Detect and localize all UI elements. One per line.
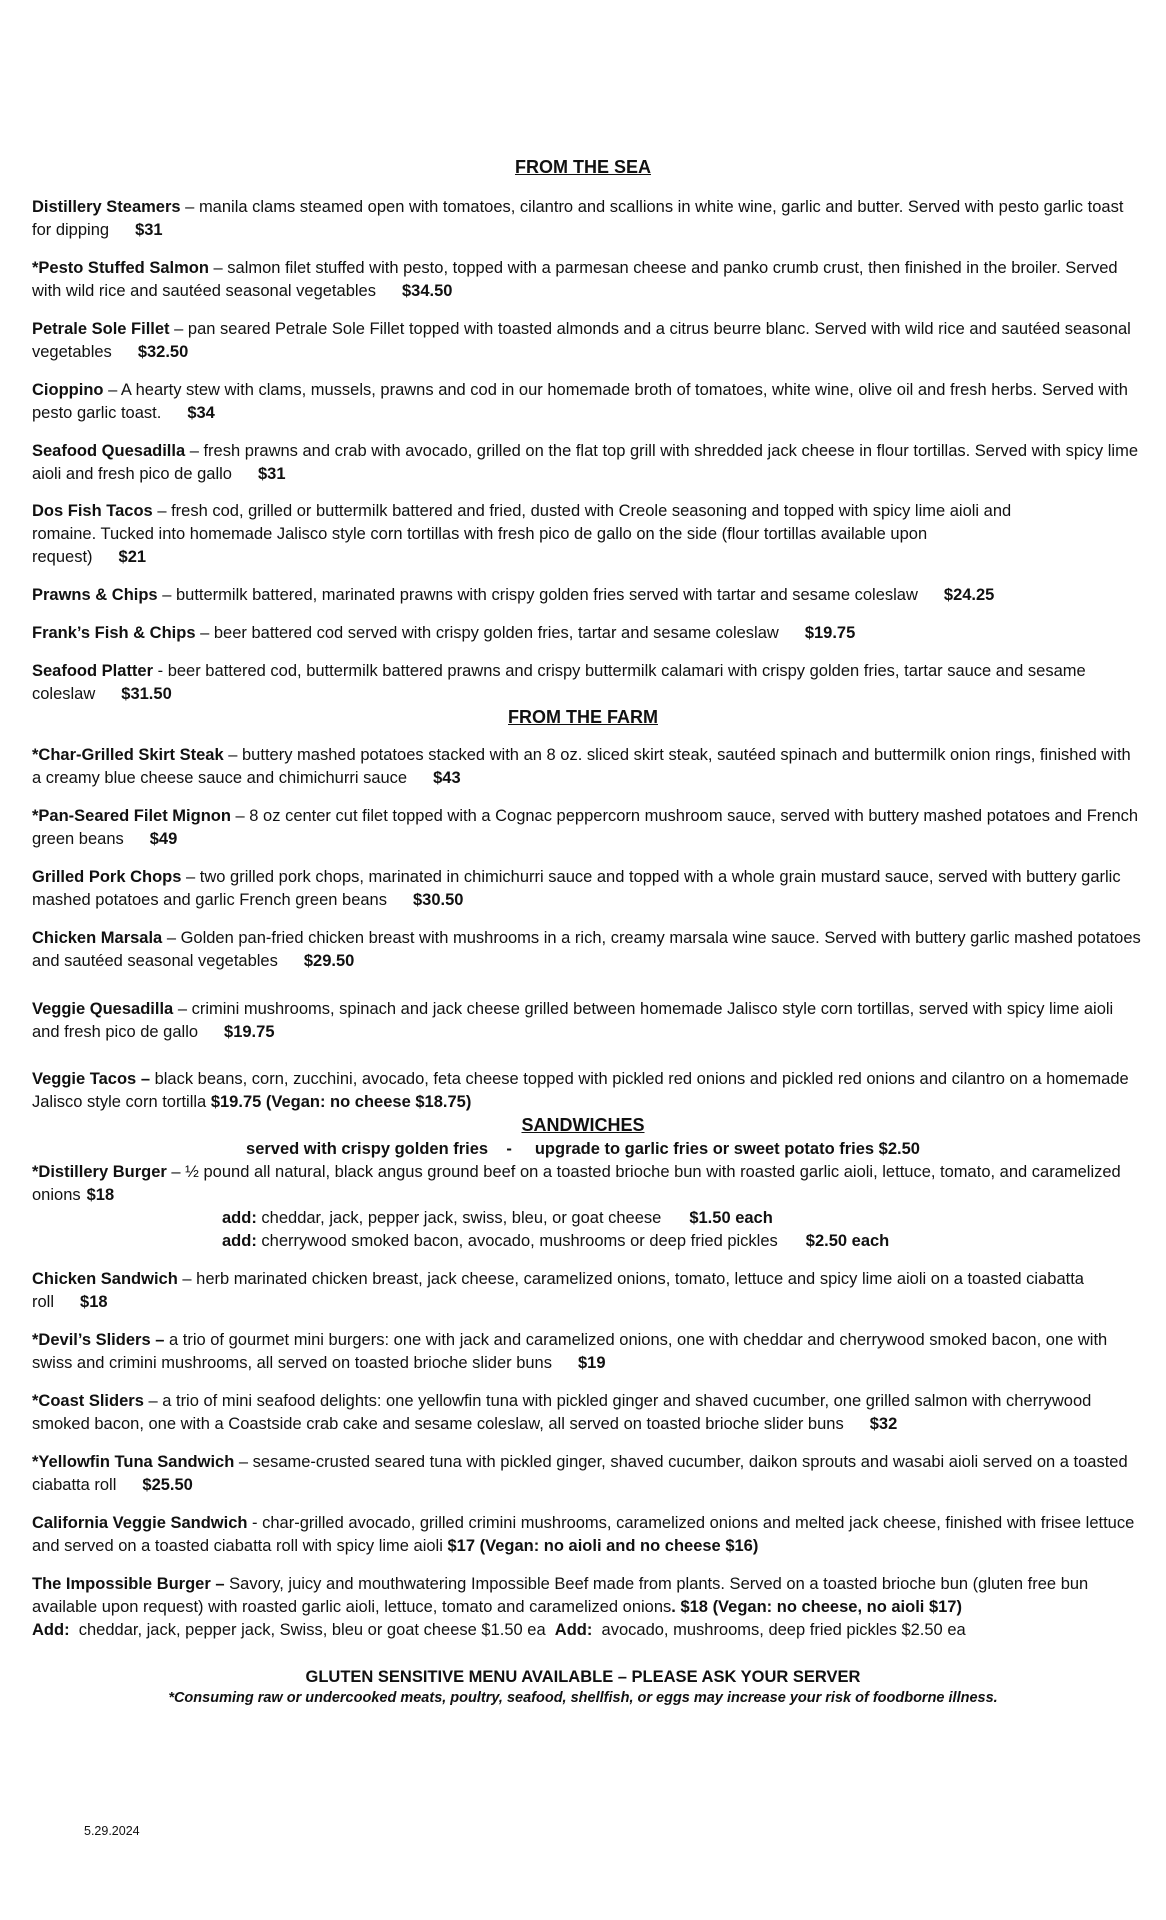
item-name: *Coast Sliders — [32, 1392, 144, 1410]
menu-item — [32, 318, 1142, 364]
item-name: Grilled Pork Chops — [32, 868, 182, 886]
menu-item — [32, 866, 1142, 912]
item-price: $18 — [80, 1293, 108, 1311]
item-price: $18 — [86, 1186, 115, 1204]
menu-item — [32, 379, 1142, 425]
item-price: $32 — [869, 1415, 898, 1433]
item-price: . $18 (Vegan: no cheese, no aioli $17) — [671, 1598, 962, 1616]
addon-text: cheddar, jack, pepper jack, swiss, bleu, or goat cheese — [256, 1209, 662, 1227]
menu-item — [32, 744, 1142, 790]
item-desc: – Golden pan-fried chicken breast with mushrooms in a rich, creamy marsala wine sauce. Served with buttery garlic mashed potatoes and sautéed seasonal vegetables — [32, 929, 1141, 970]
item-desc: – beer battered cod served with crispy golden fries, tartar and sesame coleslaw — [195, 624, 779, 642]
item-price: $32.50 — [137, 343, 189, 361]
menu-item — [32, 1451, 1142, 1497]
item-desc: – herb marinated chicken breast, jack cheese, caramelized onions, tomato, lettuce and spicy lime aioli on a toasted ciabatta roll — [32, 1270, 1084, 1311]
menu-item — [32, 1329, 1142, 1375]
menu-item — [32, 1268, 1142, 1314]
item-name: *Distillery Burger — [32, 1163, 167, 1181]
item-name: The Impossible Burger – — [32, 1575, 225, 1593]
menu-item — [32, 1390, 1142, 1436]
addon-text: avocado, mushrooms, deep fried pickles $2.50 ea — [592, 1621, 966, 1639]
item-name: Seafood Quesadilla — [32, 442, 186, 460]
menu-item — [32, 1573, 1142, 1642]
menu-item — [32, 805, 1142, 851]
item-desc: – A hearty stew with clams, mussels, prawns and cod in our homemade broth of tomatoes, white wine, olive oil and fresh herbs. Served with pesto garlic toast. — [32, 381, 1128, 422]
food-safety-disclaimer: *Consuming raw or undercooked meats, poultry, seafood, shellfish, or eggs may increase your risk of foodborne illness. — [168, 1690, 998, 1706]
item-name: Chicken Sandwich — [32, 1270, 178, 1288]
item-name: California Veggie Sandwich — [32, 1514, 248, 1532]
item-price: $17 (Vegan: no aioli and no cheese $16) — [447, 1537, 759, 1555]
section-title-sandwiches: SANDWICHES — [521, 1115, 645, 1135]
addon-label: Add: — [32, 1621, 70, 1639]
item-desc: – pan seared Petrale Sole Fillet topped with toasted almonds and a citrus beurre blanc. Served with wild rice and sautéed seasonal vegetables — [32, 320, 1131, 361]
menu-item — [32, 500, 1032, 569]
menu-item — [32, 440, 1142, 486]
item-name: Petrale Sole Fillet — [32, 320, 170, 338]
item-desc: - beer battered cod, buttermilk battered prawns and crispy buttermilk calamari with crispy golden fries, tartar sauce and sesame coleslaw — [32, 662, 1086, 703]
item-price: $30.50 — [412, 891, 464, 909]
item-desc: – 8 oz center cut filet topped with a Cognac peppercorn mushroom sauce, served with buttery mashed potatoes and French green beans — [32, 807, 1139, 848]
menu-item — [32, 1068, 1142, 1114]
section-title-sea: FROM THE SEA — [514, 157, 651, 177]
item-desc: – fresh cod, grilled or buttermilk battered and fried, dusted with Creole seasoning and topped with spicy lime aioli and romaine. Tucked into homemade Jalisco style corn tortillas with fresh pico de gallo on the side (flour tortillas available upon request) — [32, 502, 1012, 566]
menu-item — [32, 1161, 1142, 1207]
item-name: Chicken Marsala — [32, 929, 163, 947]
item-desc: – fresh prawns and crab with avocado, grilled on the flat top grill with shredded jack cheese in flour tortillas. Served with spicy lime aioli and fresh pico de gallo — [32, 442, 1139, 483]
item-price: $29.50 — [303, 952, 355, 970]
item-price: $19.75 — [804, 624, 856, 642]
menu-item — [32, 998, 1142, 1044]
menu-date: 5.29.2024 — [84, 1824, 140, 1838]
addon-label: add: — [222, 1232, 257, 1250]
item-name: Cioppino — [32, 381, 104, 399]
item-price: $34.50 — [401, 282, 453, 300]
item-price: $25.50 — [142, 1476, 193, 1494]
menu-item — [32, 622, 1142, 645]
addon-row — [222, 1230, 1122, 1253]
item-desc: – crimini mushrooms, spinach and jack cheese grilled between homemade Jalisco style corn tortillas, served with spicy lime aioli and fresh pico de gallo — [32, 1000, 1114, 1041]
item-price: $31.50 — [121, 685, 172, 703]
item-desc: – buttermilk battered, marinated prawns with crispy golden fries served with tartar and sesame coleslaw — [157, 586, 918, 604]
item-price: $19.75 — [224, 1023, 275, 1041]
addon-label: add: — [222, 1209, 257, 1227]
item-name: Seafood Platter — [32, 662, 154, 680]
item-desc: – manila clams steamed open with tomatoes, cilantro and scallions in white wine, garlic and butter. Served with pesto garlic toast for dipping — [32, 198, 1124, 239]
item-name: *Pan-Seared Filet Mignon — [32, 807, 231, 825]
menu-item — [32, 660, 1142, 706]
item-name: Prawns & Chips — [32, 586, 158, 604]
menu-item — [32, 196, 1142, 242]
addon-label: Add: — [554, 1621, 593, 1639]
item-name: Dos Fish Tacos — [32, 502, 153, 520]
item-desc: – ½ pound all natural, black angus ground beef on a toasted brioche bun with roasted garlic aioli, lettuce, tomato, and caramelized onions — [32, 1163, 1121, 1204]
addon-price: $2.50 each — [805, 1232, 890, 1250]
item-desc: - char-grilled avocado, grilled crimini mushrooms, caramelized onions and melted jack cheese, finished with frisee lettuce and served on a toasted ciabatta roll with spicy lime aioli — [32, 1514, 1135, 1555]
item-desc: – two grilled pork chops, marinated in chimichurri sauce and topped with a whole grain mustard sauce, served with buttery garlic mashed potatoes and garlic French green beans — [32, 868, 1121, 909]
item-name: *Devil’s Sliders – — [32, 1331, 165, 1349]
item-price: $34 — [187, 404, 215, 422]
addon-row — [222, 1207, 1122, 1230]
addon-price: $1.50 each — [689, 1209, 773, 1227]
item-desc: – buttery mashed potatoes stacked with an 8 oz. sliced skirt steak, sautéed spinach and buttermilk onion rings, finished with a creamy blue cheese sauce and chimichurri sauce — [32, 746, 1131, 787]
item-desc: black beans, corn, zucchini, avocado, feta cheese topped with pickled red onions and pickled red onions and cilantro on a homemade Jalisco style corn tortilla — [32, 1070, 1129, 1111]
gluten-notice: GLUTEN SENSITIVE MENU AVAILABLE – PLEASE ASK YOUR SERVER — [305, 1668, 861, 1686]
item-name: *Char-Grilled Skirt Steak — [32, 746, 224, 764]
menu-item — [32, 584, 1142, 607]
item-price: $24.25 — [943, 586, 995, 604]
addon-text: cherrywood smoked bacon, avocado, mushrooms or deep fried pickles — [256, 1232, 778, 1250]
addon-text: cheddar, jack, pepper jack, Swiss, bleu or goat cheese $1.50 ea — [69, 1621, 555, 1639]
item-desc: – a trio of mini seafood delights: one yellowfin tuna with pickled ginger and shaved cucumber, one grilled salmon with cherrywood smoked bacon, one with a Coastside crab cake and sesame coleslaw, all served on toasted brioche slider buns — [32, 1392, 1092, 1433]
item-desc: Savory, juicy and mouthwatering Impossible Beef made from plants. Served on a toasted brioche bun (gluten free bun available upon request) with roasted garlic aioli, lettuce, tomato and caramelized onions — [32, 1575, 1089, 1616]
item-price: $19 — [577, 1354, 606, 1372]
item-name: Veggie Tacos – — [32, 1070, 150, 1088]
item-price: $31 — [257, 465, 286, 483]
item-price: $19.75 (Vegan: no cheese $18.75) — [210, 1093, 472, 1111]
menu-item — [32, 257, 1142, 303]
item-price: $31 — [135, 221, 163, 239]
item-desc: a trio of gourmet mini burgers: one with jack and caramelized onions, one with cheddar and cherrywood smoked bacon, one with swiss and crimini mushrooms, all served on toasted brioche slider buns — [32, 1331, 1108, 1372]
item-name: Distillery Steamers — [32, 198, 181, 216]
item-name: *Pesto Stuffed Salmon — [32, 259, 209, 277]
sandwiches-subtitle: served with crispy golden fries - upgrade to garlic fries or sweet potato fries $2.50 — [246, 1140, 920, 1158]
item-desc: – salmon filet stuffed with pesto, topped with a parmesan cheese and panko crumb crust, then finished in the broiler. Served with wild rice and sautéed seasonal vegetables — [32, 259, 1118, 300]
item-name: Frank’s Fish & Chips — [32, 624, 196, 642]
section-title-farm: FROM THE FARM — [508, 707, 658, 727]
menu-item — [32, 1512, 1142, 1558]
item-desc: – sesame-crusted seared tuna with pickled ginger, shaved cucumber, daikon sprouts and wasabi aioli served on a toasted ciabatta roll — [32, 1453, 1128, 1494]
item-price: $43 — [433, 769, 461, 787]
menu-item — [32, 927, 1142, 973]
item-name: *Yellowfin Tuna Sandwich — [32, 1453, 235, 1471]
item-price: $21 — [118, 548, 147, 566]
item-name: Veggie Quesadilla — [32, 1000, 174, 1018]
item-price: $49 — [149, 830, 178, 848]
